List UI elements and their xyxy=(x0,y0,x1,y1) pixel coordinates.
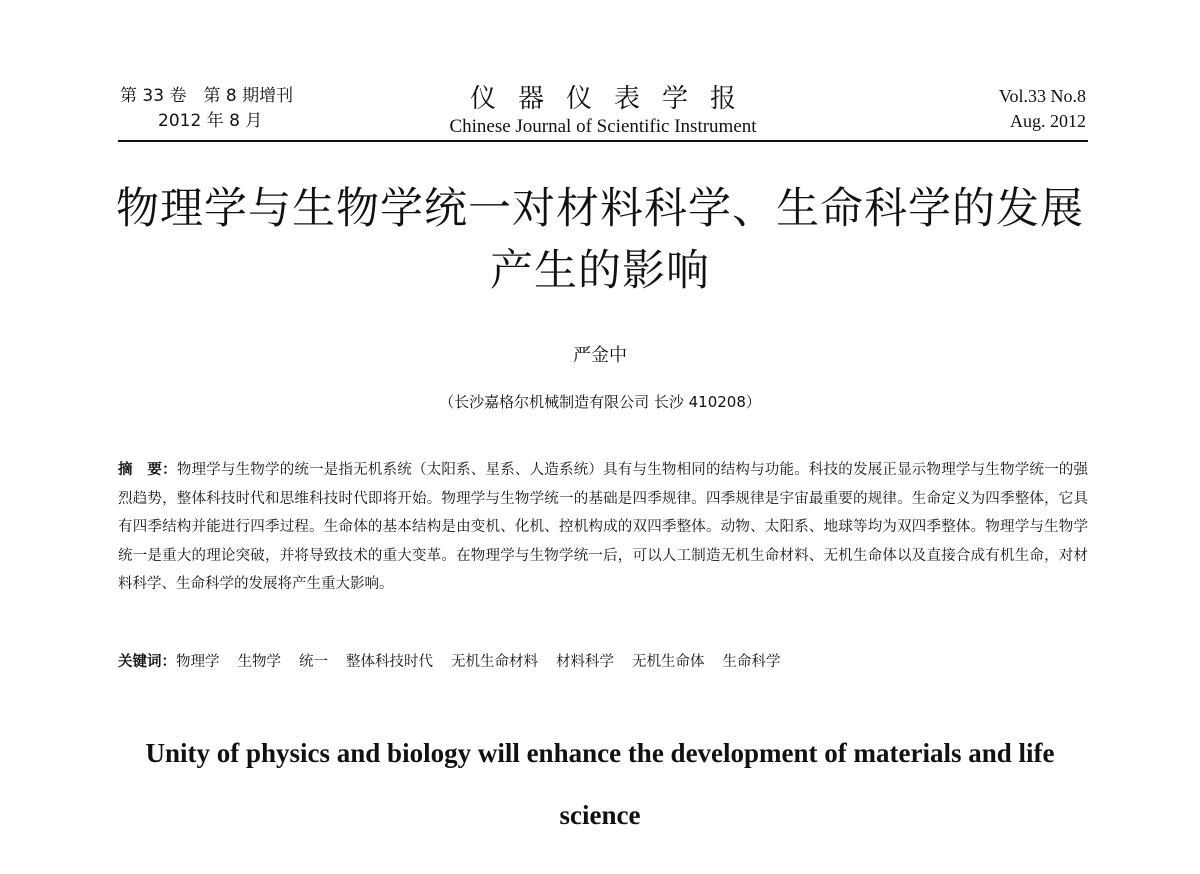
abstract xyxy=(118,456,1088,599)
keyword: 生命科学 xyxy=(722,654,781,670)
date-cn: 2012 年 8 月 xyxy=(158,111,263,131)
journal-name-en: Chinese Journal of Scientific Instrument xyxy=(449,116,757,137)
article-title-en xyxy=(60,722,1140,846)
date-en: Aug. 2012 xyxy=(1010,111,1086,131)
journal-header xyxy=(118,80,1088,142)
title-en-line-1: Unity of physics and biology will enhance the development of materials and life xyxy=(145,738,1055,768)
title-cn-line-2: 产生的影响 xyxy=(490,246,710,296)
author-affiliation: （长沙嘉格尔机械制造有限公司 长沙 410208） xyxy=(439,393,761,411)
keywords-label: 关键词： xyxy=(118,654,176,670)
keywords xyxy=(118,648,1088,676)
keyword: 材料科学 xyxy=(556,654,614,670)
journal-name-cn: 仪器仪表学报 xyxy=(469,84,758,114)
abstract-text: 物理学与生物学的统一是指无机系统（太阳系、星系、人造系统）具有与生物相同的结构与功能。科技的发展正显示物理学与生物学统一的强烈趋势，整体科技时代和思维科技时代即将开始。物理学与生物学统一的基础是四季规律。四季规律是宇宙最重要的规律。生命定义为四季整体，它具有四季结构并能进行四季过程。生命体的基本结构是由变机、化机、控机构成的双四季整体。动物、太阳系、地球等均为双四季整体。物理学与生物学统一是重大的理论突破，并将导致技术的重大变革。在物理学与生物学统一后，可以人工制造无机生命材料、无机生命体以及直接合成有机生命，对材料科学、生命科学的发展将产生重大影响。 xyxy=(118,462,1089,592)
header-right xyxy=(999,84,1086,134)
author-name: 严金中 xyxy=(573,345,627,366)
volume-issue-cn: 第 33 卷 第 8 期增刊 xyxy=(120,86,294,106)
title-cn-line-1: 物理学与生物学统一对材料科学、生命科学的发展 xyxy=(116,184,1084,234)
keyword: 整体科技时代 xyxy=(346,654,433,670)
header-center xyxy=(118,84,1088,140)
keyword: 统一 xyxy=(299,654,328,670)
keyword: 无机生命体 xyxy=(632,654,705,670)
volume-issue-en: Vol.33 No.8 xyxy=(998,86,1086,106)
article-title-cn xyxy=(80,178,1120,302)
keyword: 物理学 xyxy=(176,654,220,670)
title-en-line-2: science xyxy=(559,800,641,830)
abstract-label: 摘 要： xyxy=(118,462,177,478)
keyword: 生物学 xyxy=(237,654,281,670)
keyword: 无机生命材料 xyxy=(451,654,538,670)
